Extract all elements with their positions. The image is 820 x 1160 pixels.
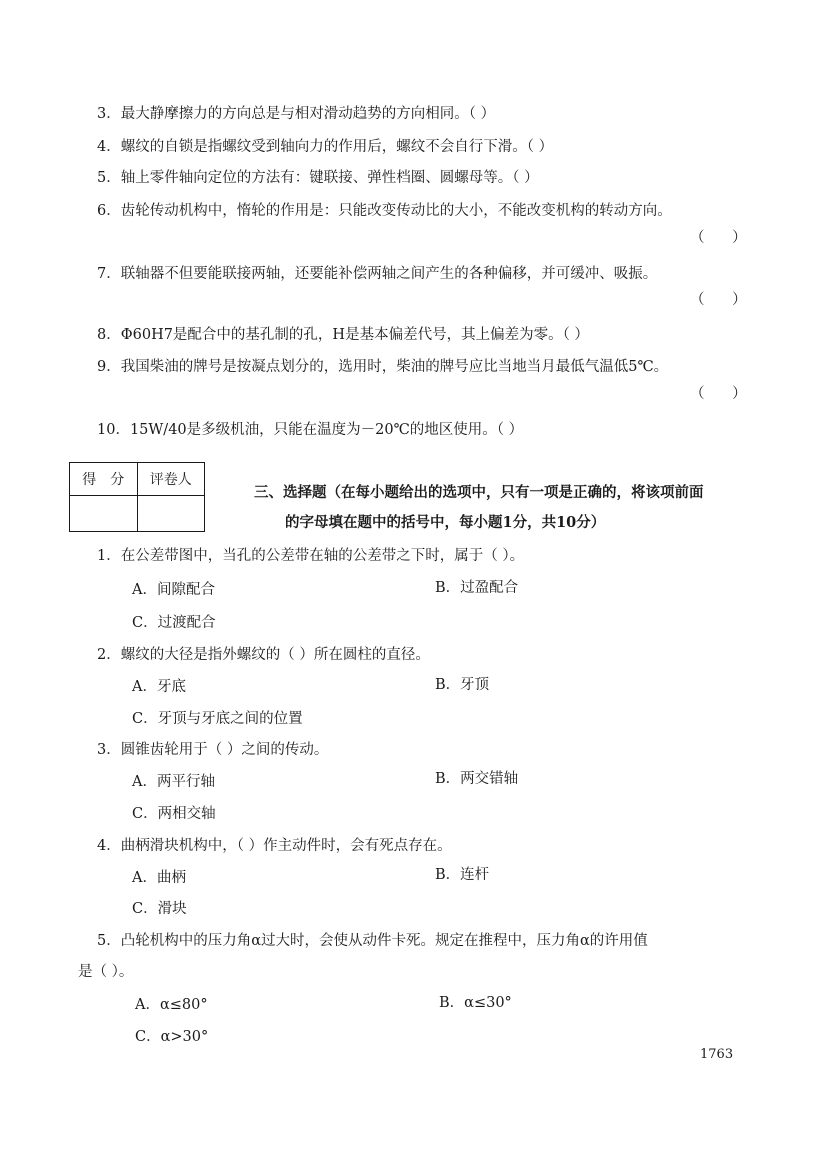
choice-4-option-b: B．连杆: [435, 867, 490, 883]
grader-label: 评卷人: [137, 463, 205, 496]
judgement-item-10: 10．15W/40是多级机油，只能在温度为－20℃的地区使用。（ ）: [97, 422, 524, 438]
choice-2-option-b: B．牙顶: [435, 677, 490, 693]
choice-2-option-a: A．牙底: [132, 679, 186, 695]
page-number: 1763: [700, 1047, 734, 1062]
choice-question-4: 4．曲柄滑块机构中，（ ）作主动件时，会有死点存在。: [97, 838, 452, 854]
choice-question-1: 1．在公差带图中，当孔的公差带在轴的公差带之下时，属于（ ）。: [97, 548, 525, 564]
section-title: 三、选择题（在每小题给出的选项中，只有一项是正确的，将该项前面: [254, 484, 704, 501]
answer-paren-6: （ ）: [690, 230, 747, 246]
choice-question-5: 5．凸轮机构中的压力角α过大时，会使从动件卡死。规定在推程中，压力角α的许用值: [97, 933, 648, 949]
choice-question-2: 2．螺纹的大径是指外螺纹的（ ）所在圆柱的直径。: [97, 647, 430, 663]
choice-5-option-c: C．α>30°: [135, 1029, 209, 1045]
choice-3-option-c: C．两相交轴: [132, 806, 216, 822]
choice-5-option-b: B．α≤30°: [439, 995, 512, 1011]
choice-1-option-b: B．过盈配合: [435, 580, 519, 596]
judgement-item-9: 9．我国柴油的牌号是按凝点划分的，选用时，柴油的牌号应比当地当月最低气温低5℃。: [97, 359, 669, 375]
choice-3-option-b: B．两交错轴: [435, 771, 519, 787]
choice-1-option-a: A．间隙配合: [132, 582, 215, 598]
choice-4-option-a: A．曲柄: [132, 870, 186, 886]
choice-5-option-a: A．α≤80°: [135, 997, 208, 1013]
judgement-item-3: 3．最大静摩擦力的方向总是与相对滑动趋势的方向相同。（ ）: [97, 106, 496, 122]
judgement-item-5: 5．轴上零件轴向定位的方法有：键联接、弹性档圈、圆螺母等。（ ）: [97, 170, 539, 186]
choice-3-option-a: A．两平行轴: [132, 774, 215, 790]
score-label: 得 分: [70, 463, 138, 496]
choice-4-option-c: C．滑块: [132, 901, 187, 917]
answer-paren-9: （ ）: [690, 386, 747, 402]
judgement-item-6: 6．齿轮传动机构中，惰轮的作用是：只能改变传动比的大小，不能改变机构的转动方向。: [97, 203, 672, 219]
choice-1-option-c: C．过渡配合: [132, 615, 216, 631]
choice-2-option-c: C．牙顶与牙底之间的位置: [132, 711, 303, 727]
judgement-item-8: 8．Φ60H7是配合中的基孔制的孔，H是基本偏差代号，其上偏差为零。（ ）: [97, 327, 589, 343]
judgement-item-4: 4．螺纹的自锁是指螺纹受到轴向力的作用后，螺纹不会自行下滑。（ ）: [97, 139, 554, 155]
section-subtitle: 的字母填在题中的括号中，每小题1分，共10分）: [285, 514, 606, 531]
judgement-item-7: 7．联轴器不但要能联接两轴，还要能补偿两轴之间产生的各种偏移，并可缓冲、吸振。: [97, 266, 658, 282]
answer-paren-7: （ ）: [690, 292, 747, 308]
score-box: [69, 462, 205, 532]
choice-question-3: 3．圆锥齿轮用于（ ）之间的传动。: [97, 742, 329, 758]
score-cell: [70, 496, 138, 532]
grader-cell: [137, 496, 205, 532]
choice-question-5-cont: 是（ ）。: [78, 964, 134, 980]
